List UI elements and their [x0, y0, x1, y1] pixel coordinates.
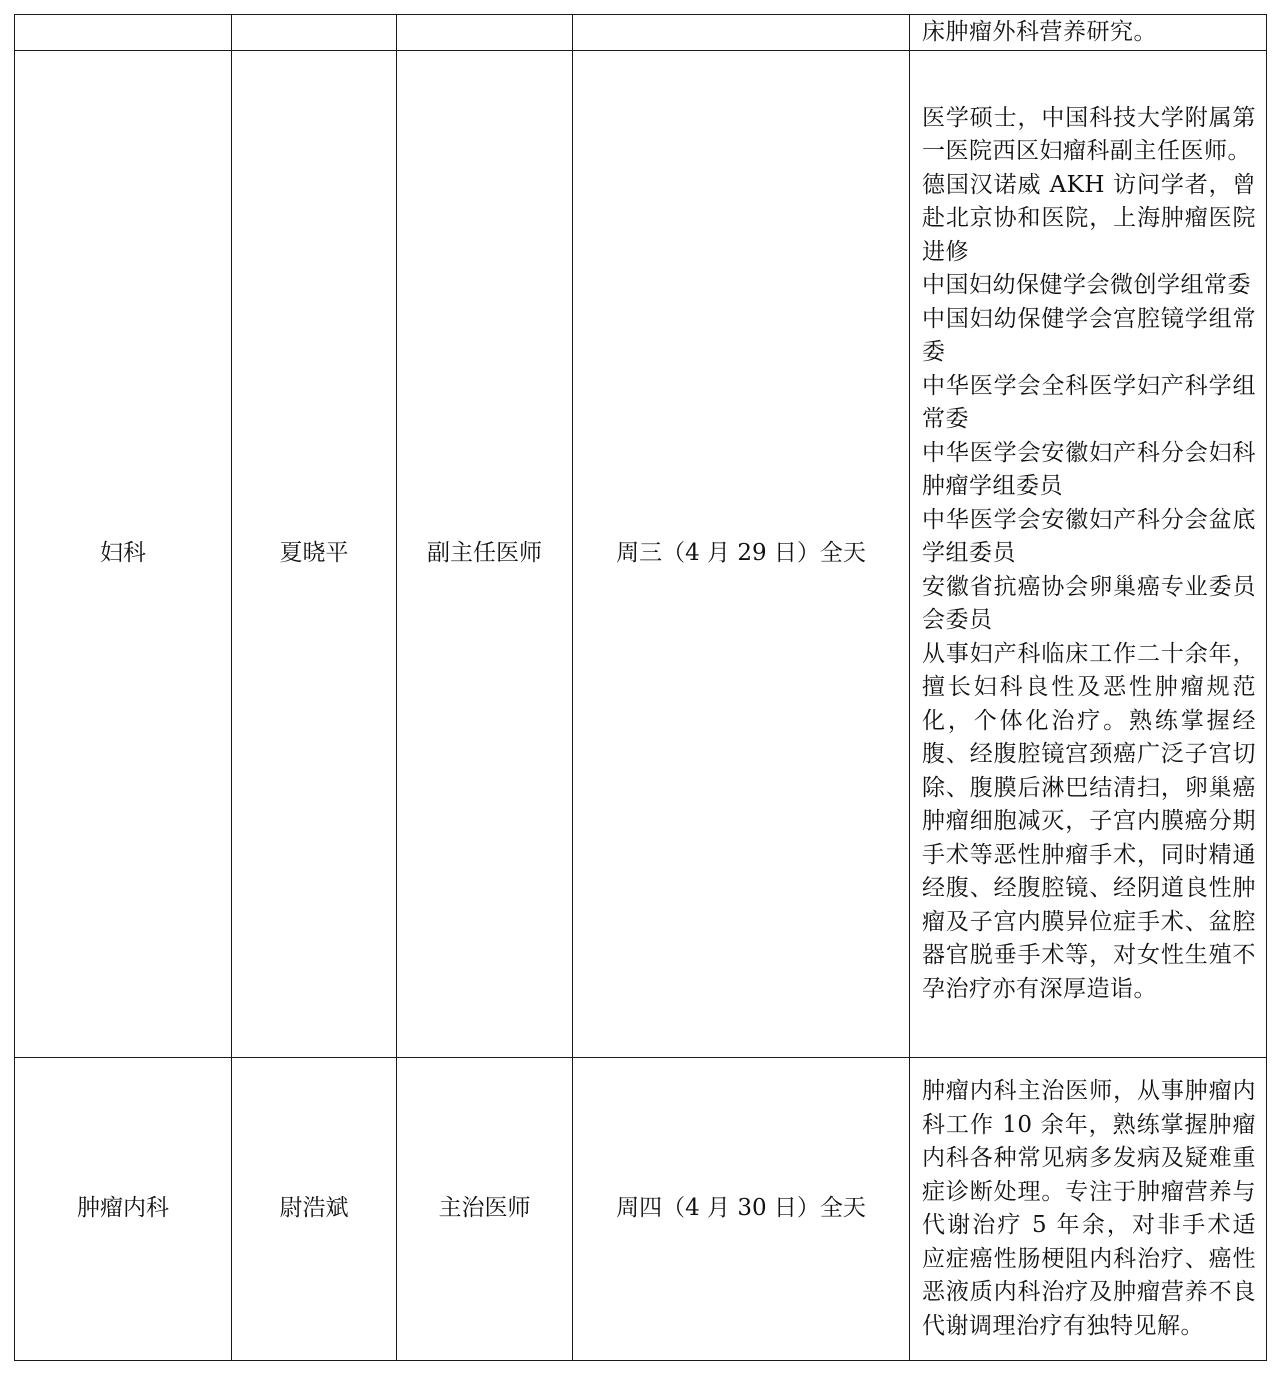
doctor-name-cell: 夏晓平 [232, 51, 397, 1058]
intro-paragraph: 中华医学会安徽妇产科分会妇科肿瘤学组委员 [922, 439, 1256, 500]
doctor-title-cell: 主治医师 [397, 1058, 573, 1361]
doctor-title-cell [397, 15, 573, 51]
clinic-time-cell [573, 15, 910, 51]
intro-paragraph: 德国汉诺威 AKH 访问学者，曾赴北京协和医院，上海肿瘤医院进修 [922, 171, 1256, 265]
doctor-intro-cell [910, 51, 1267, 1058]
intro-paragraph: 从事妇产科临床工作二十余年，擅长妇科良性及恶性肿瘤规范化，个体化治疗。熟练掌握经腹、经腹腔镜宫颈癌广泛子宫切除、腹膜后淋巴结清扫，卵巢癌肿瘤细胞减灭，子宫内膜癌分期手术等恶性肿瘤手术，同时精通经腹、经腹腔镜、经阴道良性肿瘤及子宫内膜异位症手术、盆腔器官脱垂手术等，对女性生殖不孕治疗亦有深厚造诣。 [922, 640, 1256, 1002]
intro-paragraph: 床肿瘤外科营养研究。 [922, 18, 1157, 45]
table-row [15, 51, 1267, 1058]
department-cell: 妇科 [15, 51, 232, 1058]
doctor-name-cell: 尉浩斌 [232, 1058, 397, 1361]
intro-paragraph: 医学硕士，中国科技大学附属第一医院西区妇瘤科副主任医师。 [922, 104, 1256, 165]
doctor-intro-text [910, 1075, 1266, 1343]
intro-paragraph: 中华医学会全科医学妇产科学组常委 [922, 372, 1256, 433]
clinic-time-cell: 周四（4 月 30 日）全天 [573, 1058, 910, 1361]
intro-paragraph: 中国妇幼保健学会微创学组常委 [922, 272, 1251, 299]
table-row [15, 15, 1267, 51]
department-cell: 肿瘤内科 [15, 1058, 232, 1361]
clinic-time-cell: 周三（4 月 29 日）全天 [573, 51, 910, 1058]
doctor-schedule-table [14, 14, 1267, 1361]
doctor-intro-cell [910, 1058, 1267, 1361]
doctor-intro-cell [910, 15, 1267, 51]
doctor-intro-text [910, 102, 1266, 1007]
intro-paragraph: 中华医学会安徽妇产科分会盆底学组委员 [922, 506, 1256, 567]
doctor-name-cell [232, 15, 397, 51]
doctor-intro-text [910, 16, 1266, 50]
intro-paragraph: 中国妇幼保健学会宫腔镜学组常委 [922, 305, 1256, 366]
intro-paragraph: 肿瘤内科主治医师，从事肿瘤内科工作 10 余年，熟练掌握肿瘤内科各种常见病多发病及疑难重症诊断处理。专注于肿瘤营养与代谢治疗 5 年余，对非手术适应症癌性肠梗阻内科治疗、癌性恶液质内科治疗及肿瘤营养不良代谢调理治疗有独特见解。 [922, 1078, 1256, 1339]
department-cell [15, 15, 232, 51]
intro-paragraph: 安徽省抗癌协会卵巢癌专业委员会委员 [922, 573, 1256, 634]
table-row [15, 1058, 1267, 1361]
doctor-title-cell: 副主任医师 [397, 51, 573, 1058]
